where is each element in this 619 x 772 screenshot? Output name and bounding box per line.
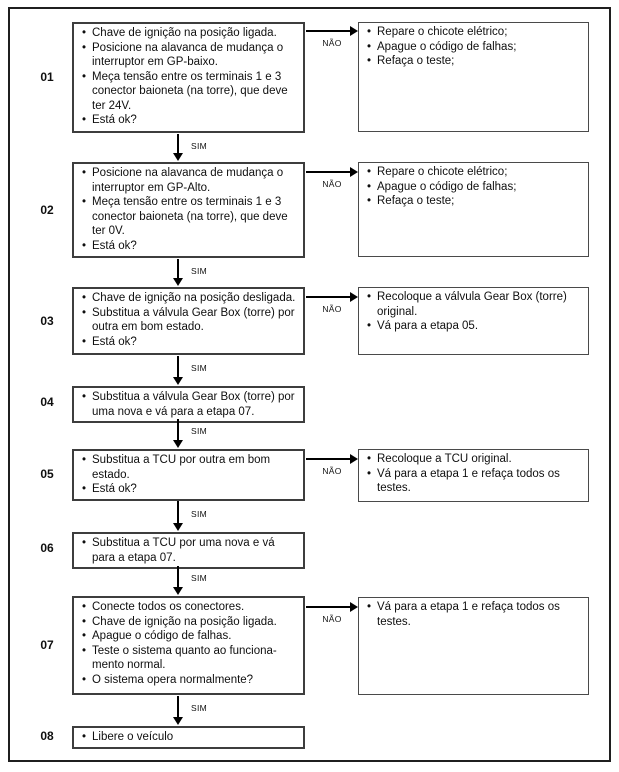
step-07-no-box: [358, 597, 589, 695]
step-07-action-box: [72, 596, 305, 695]
step-02-no-box: [358, 162, 589, 257]
step-02-number: 02: [40, 203, 54, 217]
sim-arrow-down: [171, 134, 184, 161]
arrow-shaft: [177, 419, 179, 440]
arrowhead-down-icon: [173, 523, 183, 531]
sim-label: SIM: [191, 573, 208, 583]
nao-label: NÃO: [322, 614, 342, 624]
arrowhead-down-icon: [173, 717, 183, 725]
arrowhead-down-icon: [173, 440, 183, 448]
step-06-action-box: [72, 532, 305, 569]
arrow-shaft: [177, 696, 179, 717]
sim-label: SIM: [191, 141, 208, 151]
nao-arrow-right: [306, 166, 358, 178]
arrowhead-down-icon: [173, 278, 183, 286]
sim-label: SIM: [191, 703, 208, 713]
bullet-item: • Meça tensão entre os terminais 1 e 3 conector baioneta (na torre), que deve ter 0V.: [80, 195, 298, 239]
arrowhead-right-icon: [350, 602, 358, 612]
step-05-number: 05: [40, 467, 54, 481]
bullet-item: • Está ok?: [80, 335, 298, 350]
arrowhead-down-icon: [173, 153, 183, 161]
arrow-shaft: [177, 134, 179, 153]
step-07-number: 07: [40, 638, 54, 652]
bullet-item: • Repare o chicote elétrico;: [365, 165, 583, 180]
bullet-item: • Está ok?: [80, 239, 298, 254]
arrow-shaft: [177, 259, 179, 278]
step-01-action-box: [72, 22, 305, 133]
bullet-item: • Vá para a etapa 05.: [365, 319, 583, 334]
bullet-item: • Recoloque a TCU original.: [365, 452, 583, 467]
bullet-item: • Recoloque a válvula Gear Box (torre) original.: [365, 290, 583, 319]
step-05-action-box: [72, 449, 305, 501]
bullet-item: • Libere o veículo: [80, 730, 298, 745]
arrow-shaft: [306, 458, 350, 460]
arrowhead-right-icon: [350, 292, 358, 302]
bullet-item: • Vá para a etapa 1 e refaça todos os testes.: [365, 467, 583, 496]
nao-label: NÃO: [322, 38, 342, 48]
bullet-item: • Apague o código de falhas;: [365, 40, 583, 55]
nao-arrow-right: [306, 601, 358, 613]
step-08-number: 08: [40, 729, 54, 743]
arrow-shaft: [177, 356, 179, 377]
step-03-no-box: [358, 287, 589, 355]
step-02-action-box: [72, 162, 305, 258]
arrow-shaft: [306, 171, 350, 173]
sim-label: SIM: [191, 509, 208, 519]
bullet-item: • Refaça o teste;: [365, 54, 583, 69]
arrowhead-down-icon: [173, 587, 183, 595]
bullet-item: • Posicione na alavanca de mudança o interruptor em GP-baixo.: [80, 41, 298, 70]
bullet-item: • Chave de ignição na posição ligada.: [80, 26, 298, 41]
sim-arrow-down: [171, 356, 184, 385]
sim-arrow-down: [171, 419, 184, 448]
arrow-shaft: [177, 566, 179, 587]
sim-arrow-down: [171, 259, 184, 286]
bullet-item: • O sistema opera normalmente?: [80, 673, 298, 688]
step-03-number: 03: [40, 314, 54, 328]
bullet-item: • Meça tensão entre os terminais 1 e 3 conector baioneta (na torre), que deve ter 24V.: [80, 70, 298, 114]
arrow-shaft: [306, 30, 350, 32]
bullet-item: • Chave de ignição na posição desligada.: [80, 291, 298, 306]
step-04-number: 04: [40, 395, 54, 409]
sim-label: SIM: [191, 426, 208, 436]
arrowhead-right-icon: [350, 26, 358, 36]
step-01-number: 01: [40, 70, 54, 84]
bullet-item: • Apague o código de falhas;: [365, 180, 583, 195]
bullet-item: • Chave de ignição na posição ligada.: [80, 615, 298, 630]
bullet-item: • Substitua a TCU por outra em bom estado.: [80, 453, 298, 482]
bullet-item: • Posicione na alavanca de mudança o interruptor em GP-Alto.: [80, 166, 298, 195]
arrow-shaft: [306, 296, 350, 298]
sim-label: SIM: [191, 363, 208, 373]
step-04-action-box: [72, 386, 305, 423]
sim-label: SIM: [191, 266, 208, 276]
bullet-item: • Repare o chicote elétrico;: [365, 25, 583, 40]
step-06-number: 06: [40, 541, 54, 555]
bullet-item: • Substitua a válvula Gear Box (torre) por outra em bom estado.: [80, 306, 298, 335]
sim-arrow-down: [171, 501, 184, 531]
arrowhead-right-icon: [350, 167, 358, 177]
bullet-item: • Substitua a TCU por uma nova e vá para a etapa 07.: [80, 536, 298, 565]
nao-arrow-right: [306, 25, 358, 37]
arrowhead-right-icon: [350, 454, 358, 464]
step-05-no-box: [358, 449, 589, 502]
bullet-item: • Está ok?: [80, 113, 298, 128]
sim-arrow-down: [171, 566, 184, 595]
bullet-item: • Vá para a etapa 1 e refaça todos os testes.: [365, 600, 583, 629]
bullet-item: • Substitua a válvula Gear Box (torre) por uma nova e vá para a etapa 07.: [80, 390, 298, 419]
step-03-action-box: [72, 287, 305, 355]
nao-label: NÃO: [322, 466, 342, 476]
sim-arrow-down: [171, 696, 184, 725]
nao-label: NÃO: [322, 179, 342, 189]
bullet-item: • Conecte todos os conectores.: [80, 600, 298, 615]
bullet-item: • Está ok?: [80, 482, 298, 497]
nao-label: NÃO: [322, 304, 342, 314]
arrow-shaft: [306, 606, 350, 608]
arrow-shaft: [177, 501, 179, 523]
bullet-item: • Refaça o teste;: [365, 194, 583, 209]
step-08-action-box: [72, 726, 305, 749]
bullet-item: • Apague o código de falhas.: [80, 629, 298, 644]
step-01-no-box: [358, 22, 589, 132]
arrowhead-down-icon: [173, 377, 183, 385]
nao-arrow-right: [306, 453, 358, 465]
nao-arrow-right: [306, 291, 358, 303]
bullet-item: • Teste o sistema quanto ao funciona-mento normal.: [80, 644, 298, 673]
